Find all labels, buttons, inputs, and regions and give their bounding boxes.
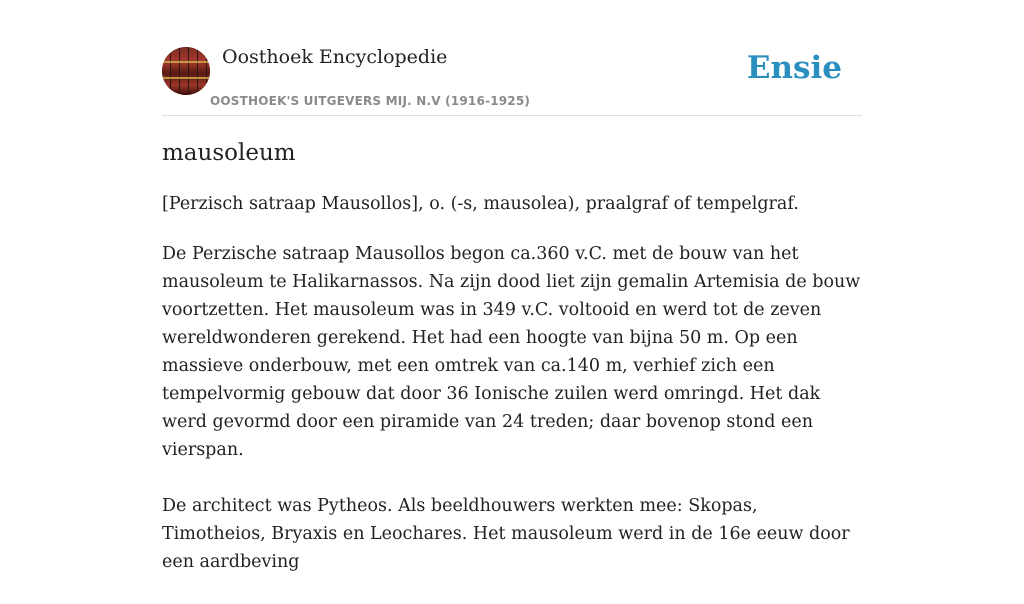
article-title: mausoleum bbox=[162, 140, 296, 166]
header bbox=[162, 0, 862, 116]
ensie-logo-link[interactable]: Ensie bbox=[746, 50, 842, 86]
site-title-link[interactable]: Oosthoek Encyclopedie bbox=[222, 46, 448, 68]
site-subtitle: OOSTHOEK'S UITGEVERS MIJ. N.V (1916-1925) bbox=[210, 94, 531, 108]
page bbox=[162, 0, 862, 572]
article-paragraph: De Perzische satraap Mausollos begon ca.360 v.C. met de bouw van het mausoleum te Halikarnassos. Na zijn dood liet zijn gemalin Artemisia de bouw voortzetten. Het mausoleum was in 349 v.C. voltooid en werd tot de zeven wereldwonderen gerekend. Het had een hoogte van bijna 50 m. Op een massieve onderbouw, met een omtrek van ca.140 m, verhief zich een tempelvormig gebouw dat door 36 Ionische zuilen werd omringd. Het dak werd gevormd door een piramide van 24 treden; daar bovenop stond een vierspan. bbox=[162, 244, 861, 460]
encyclopedia-avatar[interactable] bbox=[162, 47, 210, 95]
article-body bbox=[162, 240, 862, 604]
article-definition: [Perzisch satraap Mausollos], o. (-s, mausolea), praalgraf of tempelgraf. bbox=[162, 194, 799, 214]
article-paragraph: De architect was Pytheos. Als beeldhouwers werkten mee: Skopas, Timotheios, Bryaxis en Leochares. Het mausoleum werd in de 16e eeuw door een aardbeving bbox=[162, 496, 850, 572]
